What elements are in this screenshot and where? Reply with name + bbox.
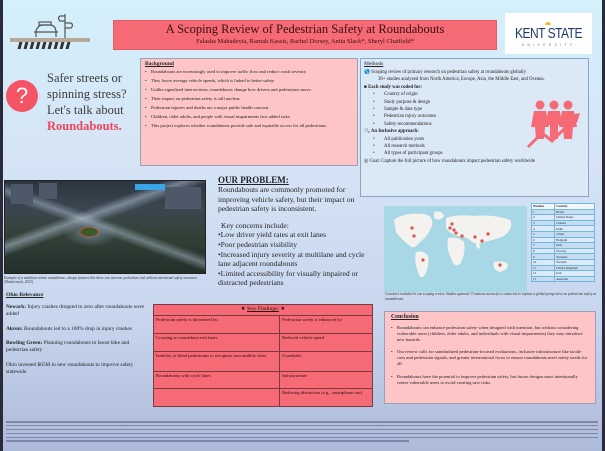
methods-title: Methods xyxy=(364,61,384,67)
background-title: Background xyxy=(145,61,174,67)
methods-intro: 🌎 Scoping review of primary research on pedestrian safety at roundabouts globally xyxy=(364,70,526,75)
poster-title: A Scoping Review of Pedestrian Safety at Roundabouts xyxy=(165,22,445,36)
conclusion-item: • Roundabouts have the potential to improve pedestrian safety, but future designs must intentionally center vulnerable users to avoid creating new risks. xyxy=(391,374,589,386)
conclusion-box xyxy=(384,311,596,404)
hook-text xyxy=(47,70,142,134)
star-icon: ★ xyxy=(280,306,286,312)
coded-item: • Country of origin xyxy=(364,91,585,98)
globe-icon: 🌎 xyxy=(364,70,372,75)
coded-item: • Study purpose & design xyxy=(364,99,585,106)
conclusion-item: • Roundabouts can enhance pedestrian safety when designed with intention, but without considering vulnerable users (children, older adults, and individuals with visual impairments) they may introduce new hazards. xyxy=(391,325,589,342)
folder-icon: ■ xyxy=(364,84,369,90)
methods-coded-heading: ■ Each study was coded for: xyxy=(364,84,422,90)
ohio-item: Ohio invested $65M in new roundabouts to improve safety statewide xyxy=(6,361,134,375)
target-icon: ◎ xyxy=(364,158,370,164)
table-row: 4 India xyxy=(532,226,595,232)
methods-studies: 30+ studies analyzed from North America, Europe, Asia, the Middle East, and Oceana. xyxy=(378,77,545,83)
conclusion-title: Conclusion xyxy=(391,314,419,320)
table-header-row xyxy=(154,315,373,333)
coded-item: • Pedestrian injury outcomes xyxy=(364,113,585,120)
hook-highlight: Roundabouts. xyxy=(47,119,122,133)
coded-item: • Sample & data type xyxy=(364,106,585,113)
inclusive-item: • All types of participant groups xyxy=(364,150,585,157)
table-row: Inability of blind pedestrians to recognize non-audible clues Guardrails xyxy=(154,351,373,371)
kent-state-logo xyxy=(505,13,592,54)
people-growth-icon xyxy=(526,99,584,149)
ohio-item: Newark: Injury crashes dropped to zero after roundabouts were added xyxy=(6,304,145,317)
world-map xyxy=(384,206,527,292)
background-item: • Their impact on pedestrian safety is still unclear. xyxy=(145,96,353,102)
concern-item: •Low driver yield rates at exit lanes xyxy=(218,230,327,240)
concern-item: •Poor pedestrian visibility xyxy=(218,239,298,249)
country-table xyxy=(531,203,595,282)
table-header-country: Country xyxy=(555,204,595,210)
table-row: 13 Australia xyxy=(532,276,595,282)
table-row: Crossing at roundabout exit lanes Reduced vehicle speed xyxy=(154,333,373,351)
hook-question: Safer streets or spinning stress? Let's talk about xyxy=(47,71,127,117)
inclusive-item: • All publication years xyxy=(364,136,585,143)
roundabout-photo xyxy=(4,180,206,274)
conclusion-item: • Our review calls for standardized pedestrian-focused evaluations, inclusive infrastructure like tactile cues and pedestrian signals, and greater international focus to ensure roundabouts meet safety needs for all. xyxy=(391,349,589,366)
table-row: Reducing distraction (e.g., smartphone use) xyxy=(154,388,373,406)
table-row: 7 Italy xyxy=(532,243,595,249)
problem-title: OUR PROBLEM: xyxy=(218,175,289,185)
table-row: 5 China xyxy=(532,231,595,237)
methods-box xyxy=(360,58,589,197)
table-row: 11 United Kingdom xyxy=(532,265,595,271)
background-item: • Unlike signalized intersections, roundabouts change how drivers and pedestrians move. xyxy=(145,87,353,93)
table-row: 10 Sweden xyxy=(532,259,595,265)
background-item: • Pedestrian injuries and deaths are a major public health concern. xyxy=(145,105,353,111)
references-fine-print xyxy=(6,421,598,445)
building-shape xyxy=(165,187,201,209)
ohio-item: Akron: Roundabouts led to a 100% drop in injury crashes xyxy=(6,325,132,332)
coded-item: • Safety recommendations xyxy=(364,121,585,128)
table-row: 1 Brazil xyxy=(532,209,595,215)
table-row: Roundabouts with cycle lanes Infrastructure xyxy=(154,371,373,388)
table-row: 6 Belgium xyxy=(532,237,595,243)
problem-section xyxy=(218,175,378,288)
poster-authors: Falasha Mahadevia, Ramah Kassis, Rachel Dorsey, Anita Slack*, Sheryl Chatfield* xyxy=(196,38,414,45)
ohio-title: Ohio Relevance xyxy=(6,292,44,298)
problem-text: Roundabouts are commonly promoted for improving vehicle safety, but their impact on pedestrian safety is inconsistent. xyxy=(218,185,355,214)
methods-inclusive-heading: 🔍 An Inclusive approach: xyxy=(364,129,419,135)
key-findings-title: ★ Key Findings: ★ xyxy=(154,305,373,316)
methods-goal: ◎ Goal: Capture the full picture of how roundabouts impact pedestrian safety worldwide xyxy=(364,158,535,164)
logo-main-text: KENT STATE xyxy=(514,24,582,42)
building-shape xyxy=(39,183,57,199)
enhanced-header: Pedestrian safety is enhanced by: xyxy=(280,315,373,333)
background-item: • This project explores whether roundabouts provide safe and equitable access for all pedestrians. xyxy=(145,123,353,129)
magnifier-icon: 🔍 xyxy=(364,129,371,135)
ohio-item: Bowling Green: Planning roundabouts to boost bike and pedestrian safety xyxy=(6,340,130,354)
table-header-number: Number xyxy=(532,204,555,210)
table-row: 2 United States xyxy=(532,215,595,221)
threatened-header: Pedestrian safety is threatened by: xyxy=(154,315,280,333)
table-row: 8 Norway xyxy=(532,248,595,254)
key-findings-table xyxy=(153,304,373,407)
logo-sub-text: UNIVERSITY xyxy=(521,43,576,47)
background-item: • They lower average vehicle speeds, which is linked to better safety. xyxy=(145,78,353,84)
poster-left-border xyxy=(0,0,3,451)
building-shape xyxy=(11,184,33,204)
concerns-heading: Key concerns include: xyxy=(221,220,289,230)
photo-caption: Example of a multilane urban roundabout—design features like these can increase pedestrian risk without intentional safety measures. (Shutterstock, 2023) xyxy=(4,276,198,285)
blue-lit-building xyxy=(135,184,165,190)
car-crosswalk-signpost-icon xyxy=(10,10,90,52)
table-row: 9 Slovenia xyxy=(532,254,595,260)
table-row: 3 Canada xyxy=(532,220,595,226)
concern-item: •Increased injury severity at multilane and cycle lane adjacent roundabouts xyxy=(218,249,365,269)
map-caption: Countries included in our scoping review. Studies spanned 13 nations across five continents to capture a global perspective on pedestrian safety at roundabouts. xyxy=(385,292,597,301)
star-icon: ★ xyxy=(240,306,246,312)
poster-title-banner xyxy=(113,20,497,50)
background-box xyxy=(140,58,358,166)
ohio-relevance-section xyxy=(6,292,146,384)
world-map-graphic xyxy=(384,206,527,292)
table-row: 12 Iran xyxy=(532,271,595,277)
inclusive-item: • All research methods xyxy=(364,143,585,150)
concern-item: •Limited accessibility for visually impaired or distracted pedestrians xyxy=(218,268,358,288)
background-item: • Children, older adults, and people with visual impairments face added risks. xyxy=(145,114,353,120)
background-item: • Roundabouts are increasingly used to improve traffic flow and reduce crash severity. xyxy=(145,69,353,75)
question-mark-icon: ? xyxy=(6,80,38,112)
